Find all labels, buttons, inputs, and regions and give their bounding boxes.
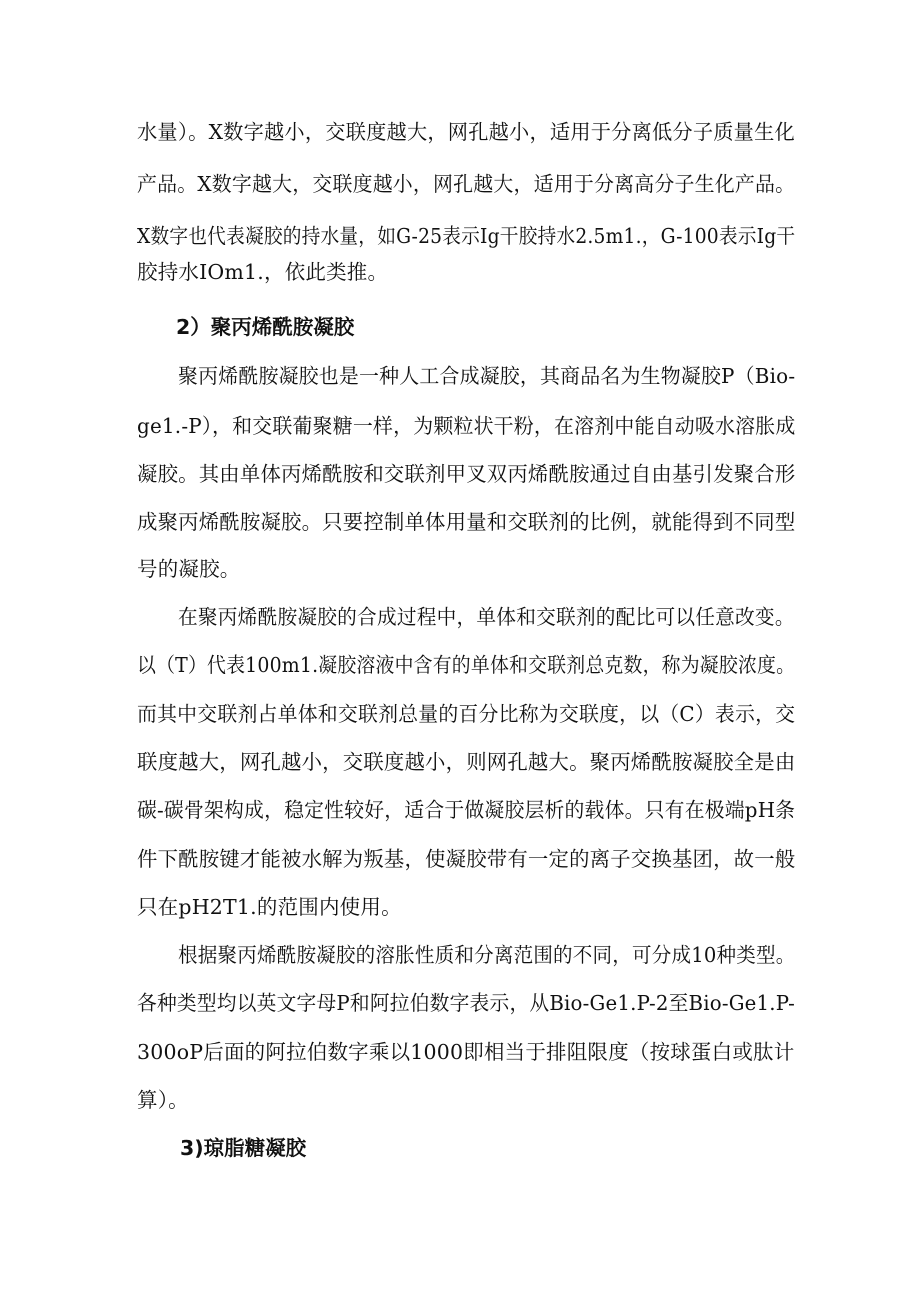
text-line: 成聚丙烯酰胺凝胶。只要控制单体用量和交联剂的比例，就能得到不同型 xyxy=(137,510,796,534)
section-heading-3: 3)琼脂糖凝胶 xyxy=(180,1136,307,1160)
text-line: 联度越大，网孔越小，交联度越小，则网孔越大。聚丙烯酰胺凝胶全是由 xyxy=(137,750,796,774)
text-line: 而其中交联剂占单体和交联剂总量的百分比称为交联度，以（C）表示，交 xyxy=(137,702,796,726)
text-line: 碳-碳骨架构成，稳定性较好，适合于做凝胶层析的载体。只有在极端pH条 xyxy=(137,798,796,822)
text-line: X数字也代表凝胶的持水量，如G-25表示Ig干胶持水2.5m1.，G-100表示Ig干 xyxy=(137,224,796,248)
text-line: 号的凝胶。 xyxy=(137,557,241,581)
text-line: 根据聚丙烯酰胺凝胶的溶胀性质和分离范围的不同，可分成10种类型。 xyxy=(178,943,796,967)
text-line: 300oP后面的阿拉伯数字乘以1000即相当于排阻限度（按球蛋白或肽计 xyxy=(137,1040,795,1064)
text-line: 胶持水IOm1.，依此类推。 xyxy=(137,260,389,284)
text-line: 产品。X数字越大，交联度越小，网孔越大，适用于分离高分子生化产品。 xyxy=(137,172,796,196)
text-line: 凝胶。其由单体丙烯酰胺和交联剂甲叉双丙烯酰胺通过自由基引发聚合形 xyxy=(137,462,796,486)
text-line: ge1.-P），和交联葡聚糖一样，为颗粒状干粉，在溶剂中能自动吸水溶胀成 xyxy=(137,414,796,438)
text-line: 件下酰胺键才能被水解为叛基，使凝胶带有一定的离子交换基团，故一般 xyxy=(137,847,796,871)
text-line: 在聚丙烯酰胺凝胶的合成过程中，单体和交联剂的配比可以任意改变。 xyxy=(178,605,795,629)
text-line: 聚丙烯酰胺凝胶也是一种人工合成凝胶，其商品名为生物凝胶P（Bio- xyxy=(178,364,796,388)
text-line: 以（T）代表100m1.凝胶溶液中含有的单体和交联剂总克数，称为凝胶浓度。 xyxy=(137,653,796,677)
text-line: 算）。 xyxy=(137,1088,189,1112)
text-line: 水量）。X数字越小，交联度越大，网孔越小，适用于分离低分子质量生化 xyxy=(137,120,795,144)
text-line: 各种类型均以英文字母P和阿拉伯数字表示，从Bio-Ge1.P-2至Bio-Ge1.P- xyxy=(137,991,796,1015)
text-line: 只在pH2T1.的范围内使用。 xyxy=(137,895,402,919)
section-heading-2: 2）聚丙烯酰胺凝胶 xyxy=(176,315,355,339)
